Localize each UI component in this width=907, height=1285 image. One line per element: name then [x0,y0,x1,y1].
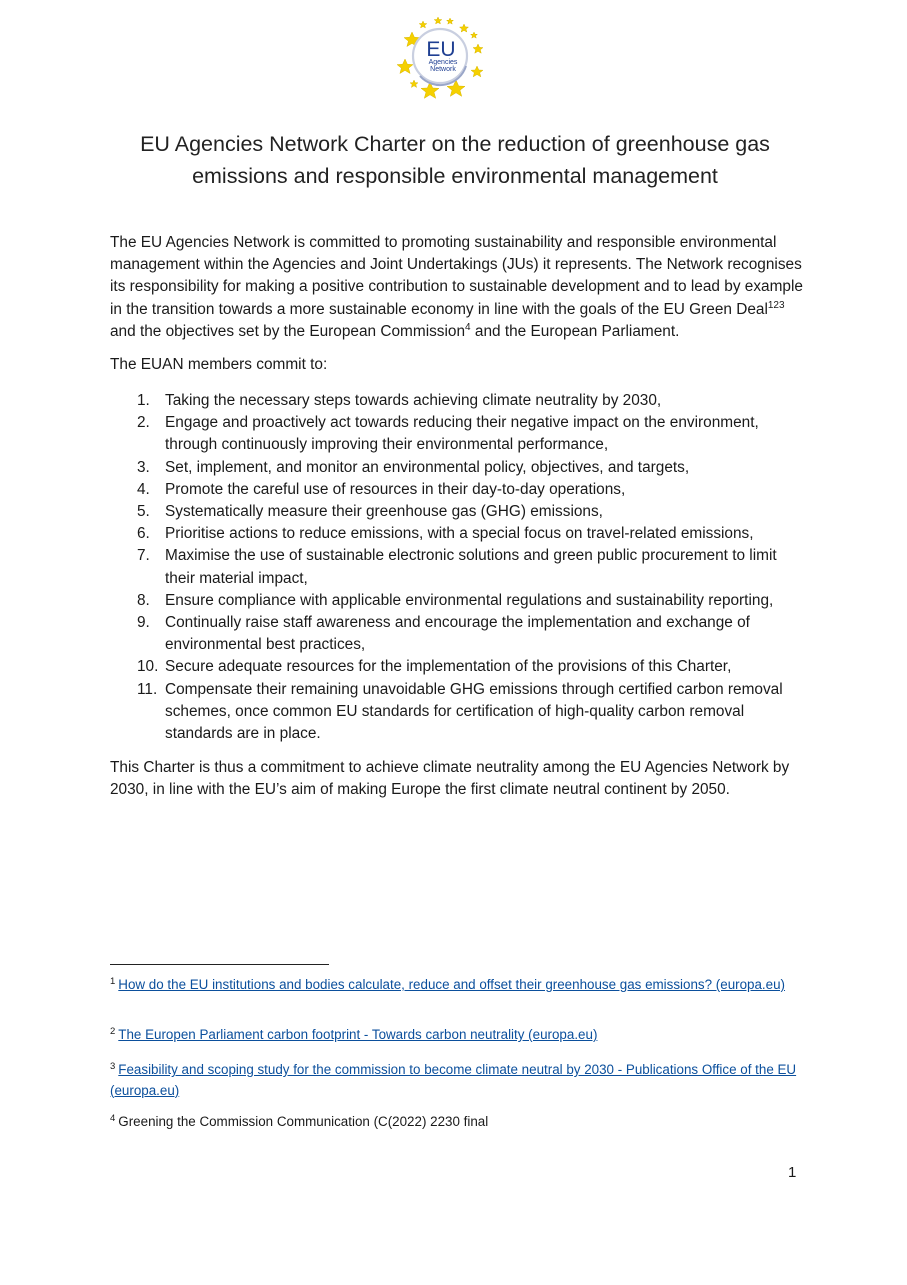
footnote-2 [110,1025,800,1046]
footnote-3 [110,1060,800,1101]
logo-eu-text: EU [426,38,456,61]
star-icon [397,59,413,74]
footnote-mark: 2 [110,1025,116,1037]
footnote-1 [110,975,800,996]
star-icon [460,24,469,32]
list-item-text: Systematically measure their greenhouse gas (GHG) emissions, [165,503,603,521]
footnote-link[interactable]: Feasibility and scoping study for the commission to become climate neutral by 2030 - Publications Office of the EU (europa.eu) [110,1062,797,1098]
logo-agencies-text: Agencies [428,59,458,66]
list-item [110,501,806,523]
list-item-number: 7. [137,547,150,565]
eu-agencies-network-logo [392,14,488,104]
list-item-text: Maximise the use of sustainable electronic solutions and green public procurement to limit their material impact, [165,547,777,587]
list-item-number: 3. [137,458,150,476]
footnote-link[interactable]: The Europen Parliament carbon footprint - Towards carbon neutrality (europa.eu) [118,1027,598,1042]
list-item [110,523,806,545]
footnote-text: Greening the Commission Communication (C(2022) 2230 final [118,1114,489,1129]
list-item [110,656,806,678]
list-item-text: Taking the necessary steps towards achieving climate neutrality by 2030, [165,392,662,409]
title-line-2: emissions and responsible environmental management [192,164,718,188]
list-item-number: 6. [137,525,150,543]
footnote-mark: 1 [110,975,116,987]
footnote-ref-4[interactable]: 4 [465,321,471,333]
list-item-text: Continually raise staff awareness and encourage the implementation and exchange of environmental best practices, [165,614,750,654]
footnote-mark: 4 [110,1112,116,1124]
list-item [110,412,806,456]
star-icon [471,32,478,38]
star-icon [434,17,442,24]
intro-paragraph [110,232,806,343]
star-icon [419,21,427,28]
list-item [110,457,806,479]
star-icon [473,44,483,53]
logo-network-text: Network [430,66,456,73]
commit-intro: The EUAN members commit to: [110,356,328,373]
list-item [110,679,806,746]
document-title [110,128,800,192]
list-item-text: Set, implement, and monitor an environmental policy, objectives, and targets, [165,458,690,476]
list-item-number: 8. [137,591,150,609]
list-item [110,479,806,501]
list-item-number: 10. [137,658,159,676]
list-item-number: 2. [137,414,150,432]
list-item-text: Compensate their remaining unavoidable GHG emissions through certified carbon removal schemes, once common EU standards for certification of high-quality carbon removal standards are in place. [165,680,783,743]
intro-text-end: and the European Parliament. [470,322,680,340]
footnote-link[interactable]: How do the EU institutions and bodies calculate, reduce and offset their greenhouse gas emissions? (europa.eu) [118,977,786,992]
list-item [110,590,806,612]
list-item-number: 5. [137,503,150,521]
list-item-number: 9. [137,614,150,632]
footnote-4 [110,1112,800,1133]
list-item-number: 1. [137,392,150,409]
footnote-mark: 3 [110,1060,116,1072]
star-icon [410,80,418,87]
list-item-text: Prioritise actions to reduce emissions, with a special focus on travel-related emissions, [165,525,754,543]
list-item-number: 11. [137,680,158,698]
star-icon [471,66,483,77]
intro-text-mid: and the objectives set by the European Commission [110,322,466,340]
title-line-1: EU Agencies Network Charter on the reduction of greenhouse gas [140,132,770,156]
list-item-text: Ensure compliance with applicable environmental regulations and sustainability reporting, [165,591,774,609]
list-item-text: Secure adequate resources for the implementation of the provisions of this Charter, [165,658,732,676]
list-item [110,545,806,589]
list-item-text: Engage and proactively act towards reducing their negative impact on the environment, through continuously improving their environmental performance, [165,414,759,454]
page-number: 1 [788,1164,797,1181]
list-item-text: Promote the careful use of resources in their day-to-day operations, [165,480,626,498]
intro-text: The EU Agencies Network is committed to promoting sustainability and responsible environmental management within the Agencies and Joint Undertakings (JUs) it represents. The Network recognises its responsibility for making a positive contribution to sustainable development and to lead by example in the transition towards a more sustainable economy in line with the goals of the EU Green Deal [110,234,803,318]
star-icon [447,18,454,24]
closing-paragraph: This Charter is thus a commitment to achieve climate neutrality among the EU Agencies Network by 2030, in line with the EU’s aim of making Europe the first climate neutral continent by 2050. [110,759,790,799]
list-item [110,612,806,656]
commitments-list [110,390,806,745]
footnote-ref-123[interactable]: 123 [767,299,785,311]
footnote-separator [110,964,329,965]
list-item [110,390,806,412]
list-item-number: 4. [137,480,150,498]
